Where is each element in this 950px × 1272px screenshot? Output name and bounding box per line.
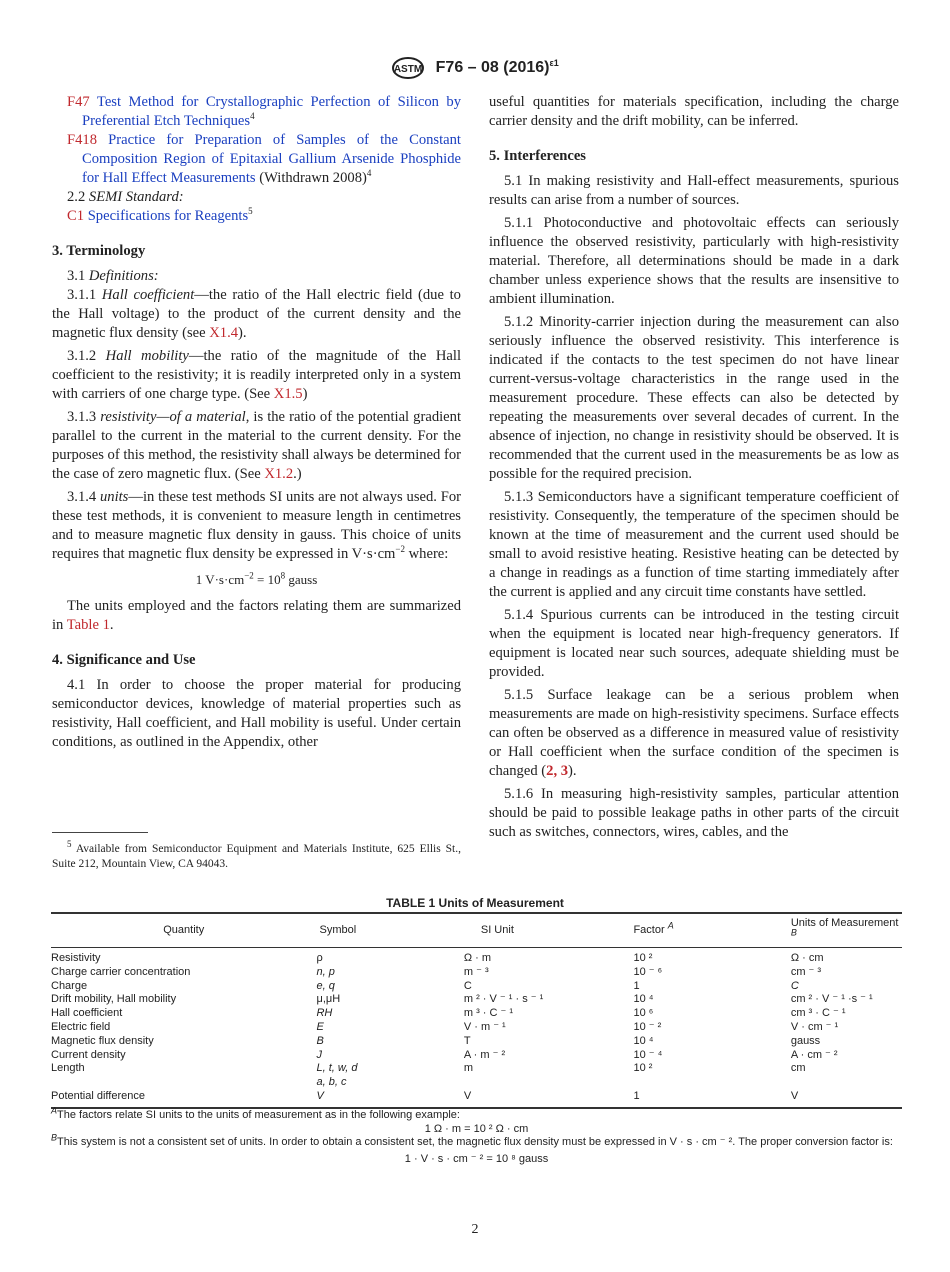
cell-factor: 1: [633, 979, 640, 992]
cell-units: A · cm ⁻ ²: [790, 1048, 838, 1061]
cell-units: [781, 1076, 902, 1090]
text: ).: [568, 763, 577, 779]
cell-factor: 1: [633, 1089, 640, 1102]
table-row: [51, 980, 902, 994]
section-5-1-6: 5.1.6 In measuring high-resistivity samples, particular attention should be paid to possible leakage paths in other parts of the circuit such as switches, connectors, wires, cables, and the: [489, 786, 899, 840]
section-2-2: [52, 188, 461, 207]
cell-si-unit: T: [463, 1034, 471, 1047]
section-3-1-4: [52, 488, 461, 564]
footnote-ref: 4: [366, 168, 372, 179]
table-header-row: [51, 913, 902, 948]
definition: , is the ratio of the potential gradient parallel to the current in the material to the current density. For the purposes of this method, the resistivity shall always be determined for the case of zero magnetic flux. (See: [52, 409, 461, 482]
term: resistivity—of a material: [100, 409, 246, 425]
cell-quantity: Resistivity: [51, 952, 101, 964]
section-3-1-3: [52, 408, 461, 484]
table-row: [51, 1035, 902, 1049]
header-text: Factor: [633, 923, 665, 936]
eq-rhs: = 10: [253, 572, 281, 587]
ref-code-link[interactable]: F418: [67, 132, 98, 148]
text: .): [293, 466, 302, 482]
section-number: 3.1.4: [67, 489, 100, 505]
ref-title-link[interactable]: Test Method for Crystallographic Perfection of Silicon by Preferential Etch Techniques: [82, 94, 461, 129]
ref-title-link[interactable]: Practice for Preparation of Samples of the Constant Composition Region of Epitaxial Gallium Arsenide Phosphide for Hall Effect Measurements: [82, 132, 461, 186]
cell-units: Ω · cm: [790, 952, 824, 964]
cell-quantity: Hall coefficient: [51, 1007, 123, 1020]
note-mark: B: [790, 926, 797, 937]
cell-symbol: e, q: [316, 979, 335, 992]
cell-symbol: RH: [316, 1007, 333, 1020]
section-5-1: 5.1 In making resistivity and Hall-effect measurements, spurious results can arise from a number of sources.: [489, 173, 899, 208]
cell-symbol: E: [316, 1020, 324, 1033]
section-number: 3.1.3: [67, 409, 101, 425]
cell-factor: 10 ⁻ ²: [633, 1020, 662, 1033]
cell-si-unit: m ³ · C ⁻ ¹: [463, 1007, 514, 1020]
heading-significance: 4. Significance and Use: [52, 652, 196, 668]
cell-factor: 10 ²: [633, 952, 653, 964]
ref-code-link[interactable]: C1: [67, 208, 85, 224]
cell-units: C: [790, 979, 799, 992]
text: 5.1.5 Surface leakage can be a serious problem when measurements are made on high-resistivity specimens. Surface effects can often be observed as a difference in measured value of resistivity or Hall coefficient when the surface condition of the specimen is changed (: [489, 687, 899, 779]
eq-lhs: 1 V·s·cm: [195, 572, 245, 587]
table-row: [51, 1090, 902, 1108]
section-label: SEMI Standard:: [88, 189, 184, 205]
reference-f418: [52, 131, 461, 188]
left-column: [52, 93, 461, 752]
svg-text:ASTM: ASTM: [394, 64, 423, 75]
note-b: [51, 1132, 902, 1150]
table-row: [51, 993, 902, 1007]
citation-link[interactable]: 2, 3: [546, 763, 569, 779]
text: .: [109, 617, 114, 633]
page-number: 2: [471, 1222, 479, 1237]
section-3-1-1: [52, 286, 461, 343]
table-row: [51, 948, 902, 966]
cell-quantity: Potential difference: [51, 1089, 145, 1102]
cell-quantity: Length: [51, 1062, 85, 1075]
cell-si-unit: m: [463, 1062, 474, 1075]
section-5-1-4: 5.1.4 Spurious currents can be introduced in the testing circuit when the equipment is located near high-frequency generators. If equipment is located near such sources, adequate shielding must be provided.: [489, 607, 899, 680]
cell-units: cm: [790, 1062, 806, 1075]
cell-symbol: μ,μH: [316, 993, 341, 1006]
cell-factor: 10 ⁻ ⁶: [633, 965, 663, 978]
term: Hall mobility: [105, 348, 189, 364]
definition: —in these test methods SI units are not always used. For these test methods, it is convenient to measure length in centimetres and to measure magnetic flux density in gauss. This choice of units requires that magnetic flux density be expressed in V·s·cm: [52, 489, 461, 562]
footnote-text: Available from Semiconductor Equipment and Materials Institute, 625 Ellis St., Suite 212, Mountain View, CA 94043.: [52, 843, 461, 870]
reference-f47: [52, 93, 461, 131]
term: units: [99, 489, 129, 505]
header-si-unit: SI Unit: [480, 923, 514, 936]
cell-si-unit: V: [463, 1089, 472, 1102]
cell-quantity: Drift mobility, Hall mobility: [51, 993, 177, 1006]
table-row: [51, 1062, 902, 1076]
section-number: 3.1: [67, 268, 89, 284]
cell-units: V · cm ⁻ ¹: [790, 1020, 839, 1033]
continued-paragraph: useful quantities for materials specification, including the charge carrier density and the drift mobility, can be inferred.: [489, 94, 899, 129]
footnote-ref: 4: [250, 111, 255, 122]
xref-link[interactable]: X1.4: [209, 325, 239, 341]
table-notes: [51, 1105, 902, 1166]
cell-quantity: Electric field: [51, 1020, 111, 1033]
definition: —the ratio of the magnitude of the Hall coefficient to the resistivity; it is readily interpreted only in a system with carriers of one charge type. (See: [52, 348, 461, 402]
designation: F76 – 08 (2016): [435, 59, 550, 77]
eq-unit: gauss: [285, 572, 318, 587]
section-number: 3.1.2: [67, 348, 106, 364]
note-b-equation: 1 · V · s · cm ⁻ ² = 10 ⁸ gauss: [404, 1152, 549, 1165]
header-units: [781, 913, 902, 948]
xref-link[interactable]: X1.5: [273, 386, 303, 402]
ref-title-link[interactable]: Specifications for Reagents: [87, 208, 249, 224]
text: where:: [404, 546, 449, 562]
footnote-5: [52, 839, 461, 872]
cell-symbol: B: [316, 1034, 324, 1047]
note-mark: A: [51, 1105, 58, 1116]
section-5-1-1: 5.1.1 Photoconductive and photovoltaic effects can seriously influence the observed resistivity, particularly with high-resistivity material. Therefore, all determinations should be made in a dark chamber unless experience shows that the results are insensitive to ambient illumination.: [489, 215, 899, 307]
cell-factor: 10 ²: [633, 1062, 653, 1075]
reference-c1: [52, 207, 461, 226]
term: Hall coefficient: [101, 287, 195, 303]
cell-si-unit: [464, 1076, 634, 1090]
cell-units: V: [790, 1089, 799, 1102]
table-row: [51, 1007, 902, 1021]
header-symbol: Symbol: [319, 923, 357, 936]
astm-logo-icon: [391, 56, 425, 80]
table-row: [51, 966, 902, 980]
section-4-1: 4.1 In order to choose the proper material for producing semiconductor devices, knowledge of material properties such as resistivity, Hall coefficient, and Hall mobility is useful. Under certain conditions, as outlined in the Appendix, other: [52, 677, 461, 750]
cell-si-unit: A · m ⁻ ²: [463, 1048, 506, 1061]
cell-symbol: n, p: [316, 965, 335, 978]
exponent: 8: [280, 570, 286, 581]
header-text: Units of Measurement: [790, 916, 899, 929]
definition: —the ratio of the Hall electric field (due to the Hall voltage) to the product of the current density and the magnetic flux density (see: [52, 287, 461, 341]
cell-symbol: J: [316, 1048, 322, 1061]
table-row: [51, 1021, 902, 1035]
cell-si-unit: V · m ⁻ ¹: [463, 1020, 506, 1033]
cell-si-unit: m ² · V ⁻ ¹ · s ⁻ ¹: [463, 993, 544, 1006]
section-number: 3.1.1: [67, 287, 102, 303]
cell-units: cm ³ · C ⁻ ¹: [790, 1007, 846, 1020]
section-5-1-3: 5.1.3 Semiconductors have a significant temperature coefficient of resistivity. Consequently, the temperature of the specimen should be known at the time of measurement and the current used should be small to avoid resistive heating. Resistive heating can be detected by a change in readings as a function of time starting immediately after the current is applied and any circuit time constants have settled.: [489, 489, 899, 600]
cell-quantity: [51, 1076, 316, 1090]
note-a: [51, 1105, 902, 1123]
page-header: [0, 56, 950, 80]
cell-quantity: Magnetic flux density: [51, 1034, 154, 1047]
cell-factor: [633, 1076, 780, 1090]
text: ): [302, 386, 308, 402]
right-column: [489, 93, 899, 842]
section-3-1: [52, 267, 461, 286]
cell-factor: 10 ⁻ ⁴: [633, 1048, 663, 1061]
equation: [52, 570, 461, 589]
cell-factor: 10 ⁴: [633, 1034, 654, 1047]
cell-si-unit: m ⁻ ³: [463, 965, 489, 978]
cell-symbol: ρ: [316, 952, 323, 964]
note-text: The factors relate SI units to the units of measurement as in the following example:: [57, 1109, 460, 1121]
note-mark: B: [51, 1132, 58, 1143]
cell-symbol: a, b, c: [316, 1076, 347, 1089]
cell-units: gauss: [790, 1034, 821, 1047]
cell-factor: 10 ⁶: [633, 1007, 654, 1020]
ref-status: (Withdrawn 2008): [255, 170, 367, 186]
cell-symbol: L, t, w, d: [316, 1062, 358, 1075]
footnote-ref: 5: [248, 206, 253, 217]
header-quantity: Quantity: [163, 923, 205, 936]
designation-superscript: ε1: [549, 57, 559, 68]
table-row: [51, 1049, 902, 1063]
section-3-1-2: [52, 347, 461, 404]
heading-terminology: 3. Terminology: [52, 243, 146, 259]
text: The units employed and the factors relating them are summarized in: [52, 598, 461, 633]
section-5-1-5: [489, 686, 899, 781]
table-link[interactable]: Table 1: [66, 617, 110, 633]
ref-code-link[interactable]: F47: [67, 94, 90, 110]
cell-si-unit: Ω · m: [463, 952, 492, 964]
note-a-equation: 1 Ω · m = 10 ² Ω · cm: [424, 1122, 529, 1135]
cell-quantity: Charge: [51, 979, 88, 992]
table-row: [51, 1076, 902, 1090]
cell-units: cm ² · V ⁻ ¹ ·s ⁻ ¹: [790, 993, 873, 1006]
cell-symbol: V: [316, 1089, 324, 1102]
cell-si-unit: C: [463, 979, 472, 992]
text: ).: [238, 325, 247, 341]
footnote-mark: 5: [67, 839, 72, 850]
header-factor: [633, 913, 780, 948]
section-number: 2.2: [67, 189, 89, 205]
heading-interferences: 5. Interferences: [489, 148, 586, 164]
section-5-1-2: 5.1.2 Minority-carrier injection during the measurement can also seriously influence the observed resistivity. This interference is indicated if the contacts to the test specimen do not have linear current-versus-voltage characteristics in the range used in the measurement procedure. These effects can also be detected by repeating the measurements over several decades of current. In the absence of injection, no change in resistivity should be observed. It is recommended that the current used in the measurements be as low as possible for the required precision.: [489, 314, 899, 482]
cell-quantity: Charge carrier concentration: [51, 965, 191, 978]
footnote-divider: [52, 832, 148, 833]
note-mark: A: [667, 919, 674, 930]
note-text: This system is not a consistent set of units. In order to obtain a consistent set, the magnetic flux density must be expressed in V · s · cm ⁻ ². The proper conversion factor is:: [57, 1136, 893, 1149]
exponent: −2: [395, 544, 405, 555]
units-paragraph: [52, 597, 461, 635]
xref-link[interactable]: X1.2: [264, 466, 294, 482]
cell-units: cm ⁻ ³: [790, 965, 822, 978]
section-label: Definitions:: [88, 268, 159, 284]
units-table: [51, 912, 902, 1109]
table-caption: TABLE 1 Units of Measurement: [386, 896, 564, 910]
cell-quantity: Current density: [51, 1048, 126, 1061]
cell-factor: 10 ⁴: [633, 993, 654, 1006]
exponent: −2: [244, 570, 254, 581]
